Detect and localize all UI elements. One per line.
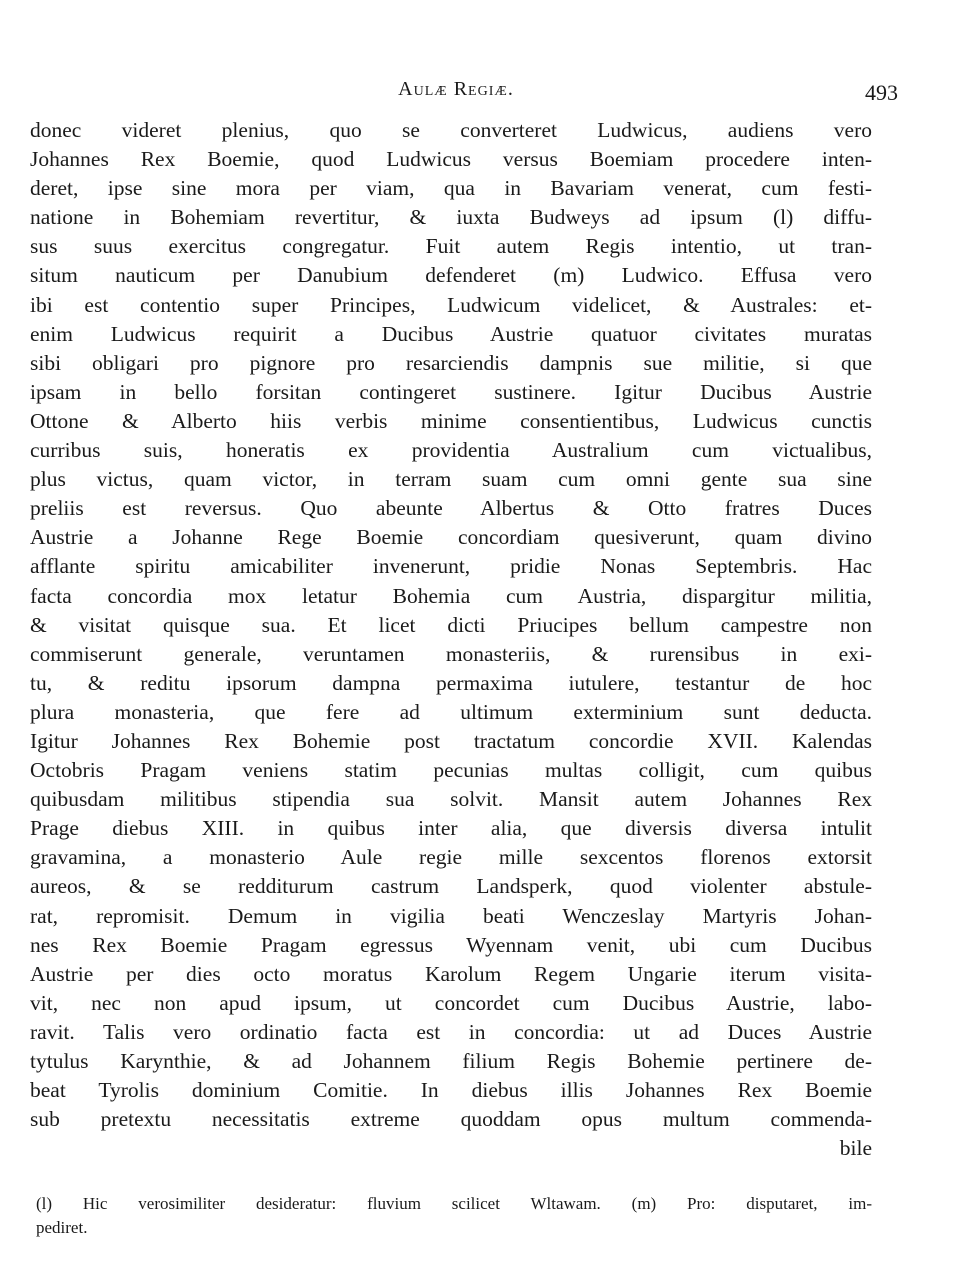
catchword: bile <box>839 1136 872 1161</box>
text-line: Austrie per dies octo moratus Karolum Regem Ungarie iterum visita- <box>30 961 872 986</box>
text-line: beat Tyrolis dominium Comitie. In diebus illis Johannes Rex Boemie <box>30 1078 872 1103</box>
page-header <box>32 78 898 108</box>
text-line: plus victus, quam victor, in terram suam cum omni gente sua sine <box>30 467 872 492</box>
text-line: enim Ludwicus requirit a Ducibus Austrie quatuor civitates muratas <box>30 321 872 346</box>
text-line: natione in Bohemiam revertitur, & iuxta Budweys ad ipsum (l) diffu- <box>30 205 872 230</box>
text-line: tu, & reditu ipsorum dampna permaxima iutulere, testantur de hoc <box>30 670 872 695</box>
text-line: ibi est contentio super Principes, Ludwicum videlicet, & Australes: et- <box>30 292 872 317</box>
text-line: Igitur Johannes Rex Bohemie post tractatum concordie XVII. Kalendas <box>30 728 872 753</box>
text-line: rat, repromisit. Demum in vigilia beati Wenczeslay Martyris Johan- <box>30 903 872 928</box>
text-line: gravamina, a monasterio Aule regie mille sexcentos florenos extorsit <box>30 845 872 870</box>
footnote-line: (l) Hic verosimiliter desideratur: fluvium scilicet Wltawam. (m) Pro: disputaret, im- <box>36 1194 872 1213</box>
text-line: ravit. Talis vero ordinatio facta est in concordia: ut ad Duces Austrie <box>30 1019 872 1044</box>
text-line: & visitat quisque sua. Et licet dicti Priucipes bellum campestre non <box>30 612 872 637</box>
text-line: plura monasteria, que fere ad ultimum exterminium sunt deducta. <box>30 699 872 724</box>
text-line: Johannes Rex Boemie, quod Ludwicus versus Boemiam procedere inten- <box>30 147 872 172</box>
text-line: Austrie a Johanne Rege Boemie concordiam quesiverunt, quam divino <box>30 525 872 550</box>
text-line: facta concordia mox letatur Bohemia cum Austria, dispargitur militia, <box>30 583 872 608</box>
body-text <box>30 116 872 1163</box>
footnote-line: pediret. <box>36 1218 88 1237</box>
text-line: afflante spiritu amicabiliter invenerunt, pridie Nonas Septembris. Hac <box>30 554 872 579</box>
text-line: deret, ipse sine mora per viam, qua in Bavariam venerat, cum festi- <box>30 176 872 201</box>
text-line: donec videret plenius, quo se converteret Ludwicus, audiens vero <box>30 118 872 142</box>
text-line: aureos, & se redditurum castrum Landsperk, quod violenter abstule- <box>30 874 872 899</box>
text-line: sub pretextu necessitatis extreme quoddam opus multum commenda- <box>30 1107 872 1132</box>
text-line: curribus suis, honeratis ex providentia Australium cum victualibus, <box>30 438 872 463</box>
text-line: Ottone & Alberto hiis verbis minime consentientibus, Ludwicus cunctis <box>30 408 872 433</box>
text-line: sus suus exercitus congregatur. Fuit autem Regis intentio, ut tran- <box>30 234 872 259</box>
text-line: preliis est reversus. Quo abeunte Albertus & Otto fratres Duces <box>30 496 872 521</box>
text-line: situm nauticum per Danubium defenderet (m) Ludwico. Effusa vero <box>30 263 872 288</box>
text-line: tytulus Karynthie, & ad Johannem filium Regis Bohemie pertinere de- <box>30 1049 872 1073</box>
text-line: Prage diebus XIII. in quibus inter alia, que diversis diversa intulit <box>30 816 872 841</box>
footnotes <box>36 1192 872 1240</box>
text-line: Octobris Pragam veniens statim pecunias multas colligit, cum quibus <box>30 758 872 783</box>
page-number: 493 <box>865 80 898 105</box>
running-title: Aulæ Regiæ. <box>398 78 514 100</box>
text-line: quibusdam militibus stipendia sua solvit. Mansit autem Johannes Rex <box>30 787 872 812</box>
text-line: commiserunt generale, veruntamen monasteriis, & rurensibus in exi- <box>30 641 872 666</box>
text-line: nes Rex Boemie Pragam egressus Wyennam venit, ubi cum Ducibus <box>30 932 872 957</box>
text-line: sibi obligari pro pignore pro resarciendis dampnis sue militie, si que <box>30 350 872 375</box>
text-line: ipsam in bello forsitan contingeret sustinere. Igitur Ducibus Austrie <box>30 379 872 404</box>
text-line: vit, nec non apud ipsum, ut concordet cum Ducibus Austrie, labo- <box>30 990 872 1015</box>
